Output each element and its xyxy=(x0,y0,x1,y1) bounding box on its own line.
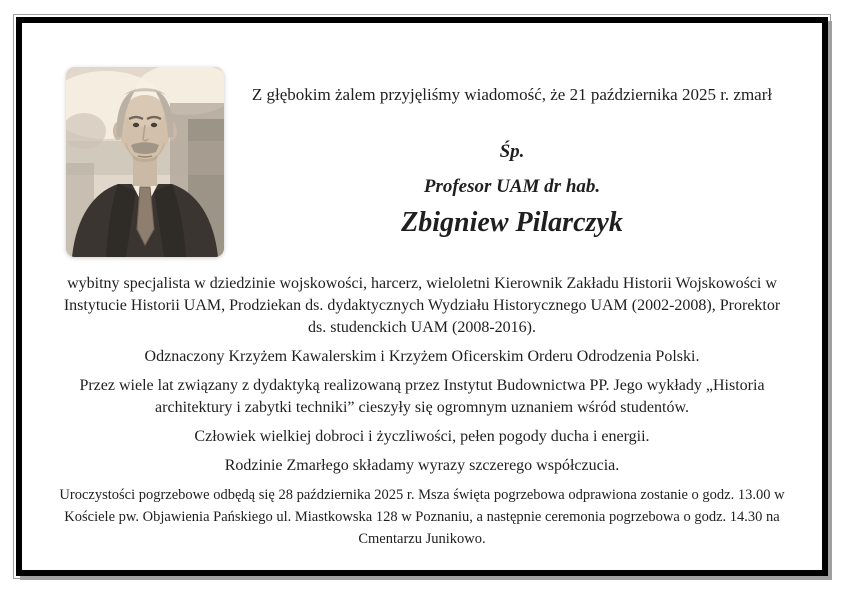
honors-paragraph: Odznaczony Krzyżem Kawalerskim i Krzyżem Oficerskim Orderu Odrodzenia Polski. xyxy=(144,348,700,365)
tribute-paragraph: Człowiek wielkiej dobroci i życzliwości, pełen pogody ducha i energii. xyxy=(194,428,650,445)
obituary-body xyxy=(56,257,788,550)
deceased-portrait-photo xyxy=(66,67,224,257)
condolences-paragraph: Rodzinie Zmarłego składamy wyrazy szczerego współczucia. xyxy=(224,457,620,474)
academic-title: Profesor UAM dr hab. xyxy=(423,176,601,197)
obituary-frame xyxy=(16,17,828,576)
teaching-paragraph: Przez wiele lat związany z dydaktyką realizowaną przez Instytut Budownictwa PP. Jego wykłady „Historia architektury i zabytki techniki” cieszyły się ogromnym uznaniem wśród studentów. xyxy=(79,377,765,416)
deceased-name: Zbigniew Pilarczyk xyxy=(401,207,623,238)
death-announcement-line: Z głębokim żalem przyjęliśmy wiadomość, że 21 października 2025 r. zmarł xyxy=(251,85,773,104)
biography-paragraph: wybitny specjalista w dziedzinie wojskowości, harcerz, wieloletni Kierownik Zakładu Historii Wojskowości w Instytucie Historii UAM, Prodziekan ds. dydaktycznych Wydziału Historycznego UAM (2002-2008), Prorektor ds. studenckich UAM (2008-2016). xyxy=(63,275,781,336)
funeral-details-paragraph: Uroczystości pogrzebowe odbędą się 28 października 2025 r. Msza święta pogrzebowa odprawiona zostanie o godz. 13.00 w Kościele pw. Objawienia Pańskiego ul. Miastkowska 128 w Poznaniu, a następnie ceremonia pogrzebowa o godz. 14.30 na Cmentarzu Junikowo. xyxy=(59,487,785,547)
honorific-sp: Śp. xyxy=(499,141,525,162)
portrait-illustration xyxy=(66,67,224,257)
obituary-content xyxy=(22,23,822,570)
